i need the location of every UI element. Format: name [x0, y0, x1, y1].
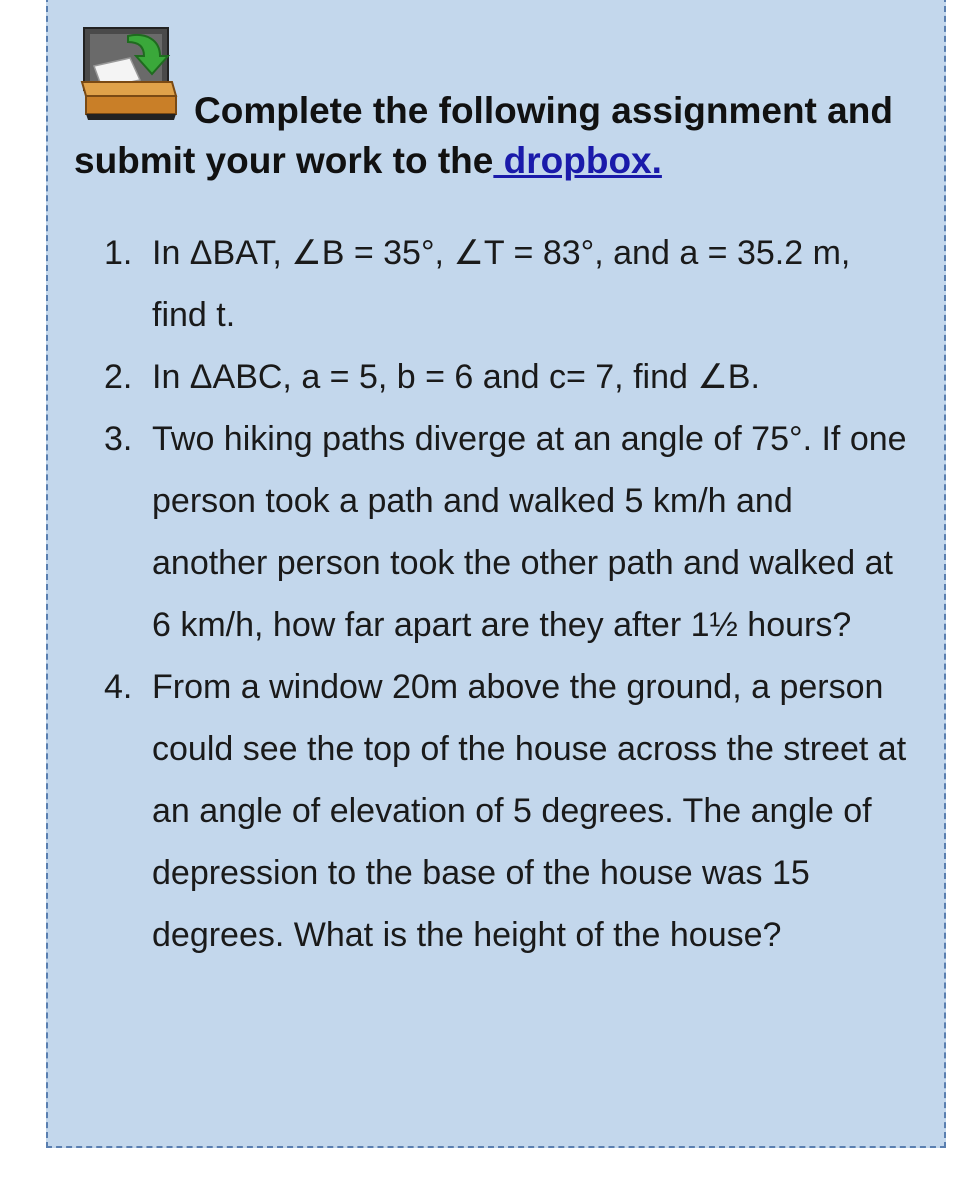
list-item-question-1	[0, 222, 912, 346]
question-text: In ΔABC, a = 5, b = 6 and c= 7, find ∠B.	[152, 358, 760, 396]
list-item-question-3	[0, 408, 912, 656]
intro-line-2: submit your work to the	[74, 140, 494, 181]
question-text: Two hiking paths diverge at an angle of 75°. If one person took a path and walked 5 km/h and another person took the other path and walked at 6 km/h, how far apart are they after 1½ hours?	[152, 420, 907, 644]
dropbox-link[interactable]: dropbox.	[493, 140, 662, 181]
question-number: 1.	[104, 234, 133, 272]
question-text: From a window 20m above the ground, a person could see the top of the house across the street at an angle of elevation of 5 degrees. The angle of depression to the base of the house was 15 degrees. What is the height of the house?	[152, 668, 907, 954]
question-text: In ΔBAT, ∠B = 35°, ∠T = 83°, and a = 35.2 m, find t.	[152, 234, 851, 334]
question-number: 2.	[104, 358, 133, 396]
question-number: 3.	[104, 420, 133, 458]
list-item-question-2	[0, 346, 912, 408]
question-number: 4.	[104, 668, 133, 706]
assignment-intro	[74, 86, 934, 186]
list-item-question-4	[0, 656, 912, 966]
question-list	[0, 222, 969, 966]
intro-line-1: Complete the following assignment and	[194, 90, 893, 131]
